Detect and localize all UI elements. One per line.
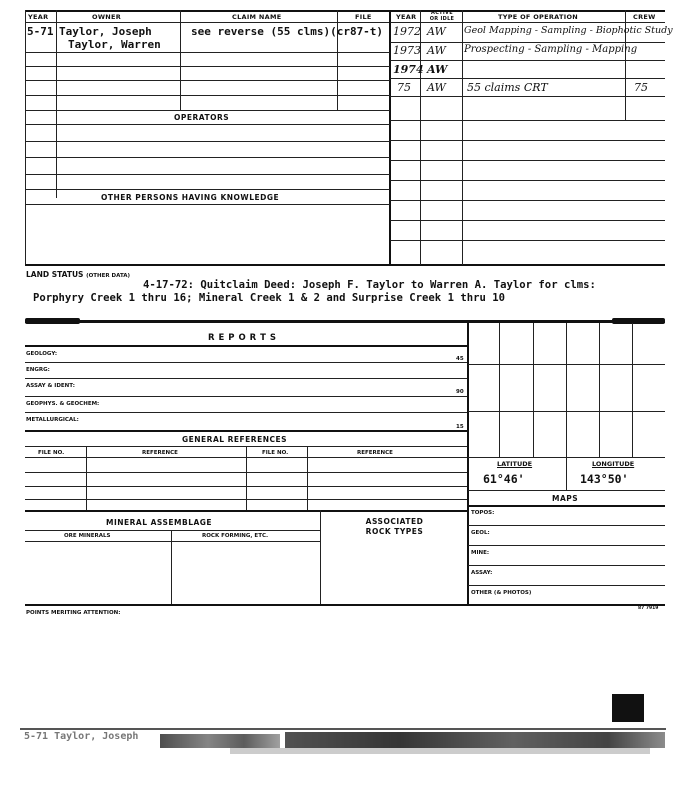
general-references-label: GENERAL REFERENCES — [182, 435, 287, 444]
bar-blot-left — [25, 318, 80, 324]
row-rule — [25, 124, 390, 125]
mineral-bottom-rule — [25, 604, 665, 606]
right-row-rule — [390, 200, 665, 201]
header-year: YEAR — [28, 13, 49, 21]
reports-right-border — [467, 323, 469, 605]
maps-title: MAPS — [552, 494, 579, 503]
land-status-sub: (OTHER DATA) — [86, 273, 131, 279]
longitude-value: 143°50' — [580, 472, 629, 486]
right-row-rule — [390, 120, 665, 121]
reports-row-rule — [25, 412, 467, 413]
operators-label: OPERATORS — [174, 113, 230, 122]
right-header-active: ACTIVE — [431, 10, 453, 16]
right-row-rule — [390, 160, 665, 161]
op-year-3: 1974 — [393, 63, 424, 76]
ref-row-rule — [25, 486, 467, 487]
maps-row-rule — [468, 565, 665, 566]
smudge-line — [20, 728, 666, 730]
form-number: 87 7919 — [638, 606, 659, 611]
header-file: FILE — [355, 13, 372, 21]
ref-row-rule — [25, 472, 467, 473]
report-assay-num: 90 — [456, 389, 464, 395]
op-status-2: AW — [427, 44, 446, 57]
op-status-4: AW — [427, 81, 446, 94]
op-crew-4: 75 — [634, 81, 648, 94]
map-geol: GEOL: — [471, 530, 490, 536]
ref-col-divider — [246, 446, 247, 510]
smudge-block — [285, 732, 665, 748]
longitude-label: LONGITUDE — [592, 460, 635, 468]
right-row-rule — [390, 78, 665, 79]
row-rule — [25, 95, 390, 96]
right-row-rule — [390, 60, 665, 61]
claim-name-value: see reverse (55 clms)(cr87-t) — [191, 25, 384, 38]
ref-row-rule — [25, 499, 467, 500]
rock-forming-label: ROCK FORMING, ETC. — [202, 533, 269, 539]
owner-name-2: Taylor, Warren — [68, 38, 161, 51]
right-header-crew: CREW — [633, 13, 656, 21]
ref-header-reference-1: REFERENCE — [142, 450, 178, 456]
reports-row-rule — [25, 362, 467, 363]
land-status-title: LAND STATUS — [26, 270, 84, 279]
owner-year-value: 5-71 — [27, 25, 54, 38]
bar-blot-right — [612, 318, 665, 324]
reports-title: R E P O R T S — [208, 333, 277, 343]
row-rule — [25, 52, 390, 53]
op-year-1: 1972 — [393, 25, 421, 38]
right-row-rule — [390, 42, 665, 43]
row-rule — [25, 174, 390, 175]
grid-col — [533, 323, 534, 457]
assoc-divider — [320, 510, 321, 605]
grid-col — [499, 323, 500, 457]
reports-row-rule — [25, 396, 467, 397]
coord-bottom-rule — [468, 490, 665, 491]
maps-row-rule — [468, 545, 665, 546]
ref-col-divider — [86, 446, 87, 510]
right-status-divider — [462, 10, 463, 265]
row-rule — [25, 157, 390, 158]
top-rule — [25, 10, 390, 12]
mineral-rule — [25, 541, 320, 542]
grid-row — [468, 364, 665, 365]
right-header-idle: OR IDLE — [429, 16, 455, 22]
op-status-3: AW — [427, 63, 448, 76]
year-owner-divider — [56, 10, 57, 198]
map-assay: ASSAY: — [471, 570, 493, 576]
header-owner: OWNER — [92, 13, 122, 21]
section-bar — [25, 320, 665, 323]
header-rule — [25, 22, 390, 23]
ore-minerals-label: ORE MINERALS — [64, 533, 111, 539]
maps-rule — [468, 505, 665, 507]
ref-header-file-no-1: FILE NO. — [38, 450, 65, 456]
report-assay-label: ASSAY & IDENT: — [26, 383, 75, 389]
other-persons-label: OTHER PERSONS HAVING KNOWLEDGE — [101, 193, 280, 202]
reports-row-rule — [25, 378, 467, 379]
bleed-through-text: 5-71 Taylor, Joseph — [24, 731, 139, 742]
right-row-rule — [390, 180, 665, 181]
black-mark — [612, 694, 644, 722]
owner-name-1: Taylor, Joseph — [59, 25, 152, 38]
row-rule — [25, 110, 390, 111]
right-row-rule — [390, 96, 665, 97]
maps-row-rule — [468, 525, 665, 526]
grid-col — [599, 323, 600, 457]
op-type-2: Prospecting - Sampling - Mapping — [464, 44, 638, 55]
ref-header-reference-2: REFERENCE — [357, 450, 393, 456]
latitude-value: 61°46' — [483, 472, 525, 486]
right-row-rule — [390, 240, 665, 241]
row-rule — [25, 66, 390, 67]
latitude-label: LATITUDE — [497, 460, 533, 468]
ref-col-divider — [307, 446, 308, 510]
reports-rule — [25, 345, 467, 347]
header-claim-name: CLAIM NAME — [232, 13, 282, 21]
row-rule — [25, 204, 390, 205]
left-border — [25, 10, 26, 265]
mineral-rule — [25, 530, 320, 531]
report-metallurgical-label: METALLURGICAL: — [26, 417, 79, 423]
report-geology-label: GEOLOGY: — [26, 351, 58, 357]
op-status-1: AW — [427, 25, 446, 38]
report-geology-num: 45 — [456, 356, 464, 362]
row-rule — [25, 80, 390, 81]
assoc-label-2: ROCK TYPES — [365, 527, 424, 536]
maps-row-rule — [468, 585, 665, 586]
ref-bottom-rule — [25, 510, 467, 512]
op-type-4: 55 claims CRT — [467, 81, 548, 94]
land-status-label — [26, 270, 130, 279]
op-year-2: 1973 — [393, 44, 421, 57]
mid-border — [389, 10, 391, 265]
map-other: OTHER (& PHOTOS) — [471, 590, 532, 596]
right-header-year: YEAR — [396, 13, 417, 21]
row-rule — [25, 141, 390, 142]
land-status-line-1: 4-17-72: Quitclaim Deed: Joseph F. Taylor to Warren A. Taylor for clms: — [143, 279, 596, 291]
op-type-1: Geol Mapping - Sampling - Biophotic Study — [464, 25, 673, 36]
map-topos: TOPOS: — [471, 510, 495, 516]
grid-col — [566, 323, 567, 457]
mineral-assemblage-title: MINERAL ASSEMBLAGE — [106, 518, 213, 527]
points-meriting-label: POINTS MERITING ATTENTION: — [26, 610, 121, 616]
report-metallurgical-num: 15 — [456, 424, 464, 430]
row-rule — [25, 189, 390, 190]
land-status-line-2: Porphyry Creek 1 thru 16; Mineral Creek 1 & 2 and Surprise Creek 1 thru 10 — [33, 292, 505, 304]
right-row-rule — [390, 220, 665, 221]
smudge-faint — [230, 748, 650, 754]
map-mine: MINE: — [471, 550, 490, 556]
right-header-rule — [390, 22, 665, 23]
table-bottom-rule — [25, 264, 665, 266]
grid-row — [468, 411, 665, 412]
smudge-block — [160, 734, 280, 748]
op-year-4: 75 — [397, 81, 411, 94]
assoc-label-1: ASSOCIATED — [365, 517, 424, 526]
grid-col — [632, 323, 633, 457]
report-engrg-label: ENGRG: — [26, 367, 50, 373]
reports-rule — [25, 430, 467, 432]
coord-divider — [566, 457, 567, 490]
report-geophys-label: GEOPHYS. & GEOCHEM: — [26, 401, 100, 407]
right-header-type: TYPE OF OPERATION — [498, 13, 579, 21]
ref-header-file-no-2: FILE NO. — [262, 450, 289, 456]
right-row-rule — [390, 140, 665, 141]
